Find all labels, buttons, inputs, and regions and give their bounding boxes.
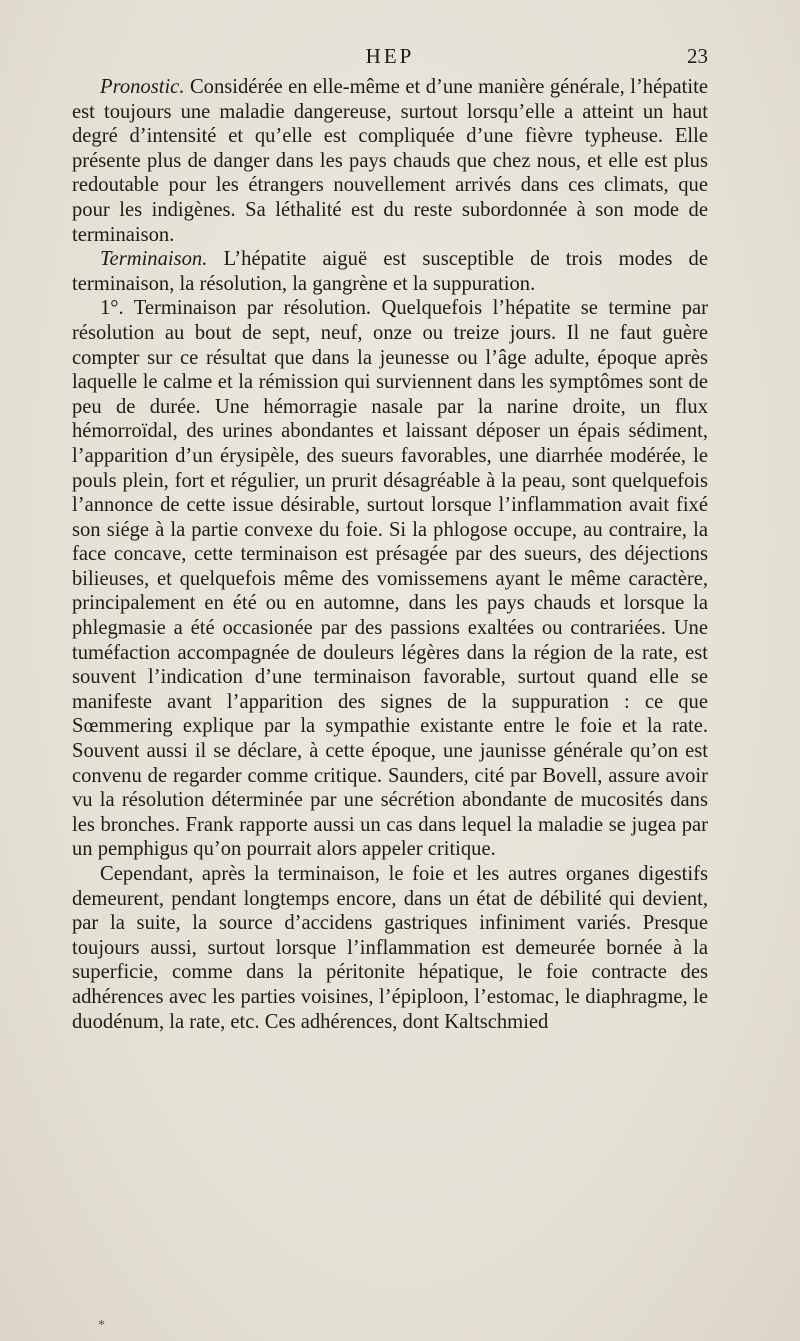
paragraph-cependant [72,862,708,1034]
paragraph-terminaison [72,247,708,296]
paragraph-lead: Terminaison. [100,248,208,271]
paragraph-resolution [72,296,708,862]
paragraph-text: 1°. Terminaison par résolution. Quelquefois l’hépatite se termine par résolution au bout de sept, neuf, onze ou treize jours. Il ne faut guère compter sur ce résultat que dans la jeunesse ou l’âge adulte, époque après laquelle le calme et la rémission qui surviennent dans les symptômes sont de peu de durée. Une hémorragie nasale par la narine droite, un flux hémorroïdal, des urines abondantes et laissant déposer un épais sédiment, l’apparition d’un érysipèle, des sueurs favorables, une diarrhée modérée, le pouls plein, fort et régulier, un prurit désagréable à la peau, sont quelquefois l’annonce de cette issue désirable, surtout lorsque l’inflammation avait fixé son siége à la partie convexe du foie. Si la phlogose occupe, au contraire, la face concave, cette terminaison est présagée par des sueurs, des déjections bilieuses, et quelquefois même des vomissemens ayant le même caractère, principalement en été ou en automne, dans les pays chauds et lorsque la phlegmasie a été occasionée par des passions exaltées ou contrariées. Une tuméfaction accompagnée de douleurs légères dans la région de la rate, est souvent l’indication d’une terminaison favorable, surtout quand elle se manifeste avant l’apparition des signes de la suppuration : ce que Sœmmering explique par la sympathie existante entre le foie et la rate. Souvent aussi il se déclare, à cette époque, une jaunisse générale qu’on est convenu de regarder comme critique. Saunders, cité par Bovell, assure avoir vu la résolution déterminée par une sécrétion abondante de mucosités dans les bronches. Frank rapporte aussi un cas dans lequel la maladie se jugea par un pemphigus qu’on pourrait alors appeler critique. [72,297,708,861]
paragraph-text: L’hépatite aiguë est susceptible de trois modes de terminaison, la résolution, la gangrène et la suppuration. [72,248,708,295]
paragraph-lead: Pronostic. [100,76,185,98]
paragraph-text: Considérée en elle-même et d’une manière générale, l’hépatite est toujours une maladie dangereuse, surtout lorsqu’elle a atteint un haut degré d’intensité et qu’elle est compliquée d’une fièvre typheuse. Elle présente plus de danger dans les pays chauds que chez nous, et elle est plus redoutable pour les étrangers nouvellement arrivés dans ces climats, que pour les indigènes. Sa léthalité est du reste subordonnée à son mode de terminaison. [72,76,708,246]
page-header [72,44,708,72]
body-text [72,75,708,1034]
running-head: HEP [365,44,415,68]
page-number: 23 [687,44,708,68]
stray-ink-mark: * [98,1318,105,1333]
paragraph-pronostic [72,75,708,247]
paragraph-text: Cependant, après la terminaison, le foie et les autres organes digestifs demeurent, pendant longtemps encore, dans un état de débilité qui devient, par la suite, la source d’accidens gastriques infiniment variés. Presque toujours aussi, surtout lorsque l’inflammation est demeurée bornée à la superficie, comme dans la péritonite hépatique, le foie contracte des adhérences avec les parties voisines, l’épiploon, l’estomac, le diaphragme, le duodénum, la rate, etc. Ces adhérences, dont Kaltschmied [72,863,708,1033]
